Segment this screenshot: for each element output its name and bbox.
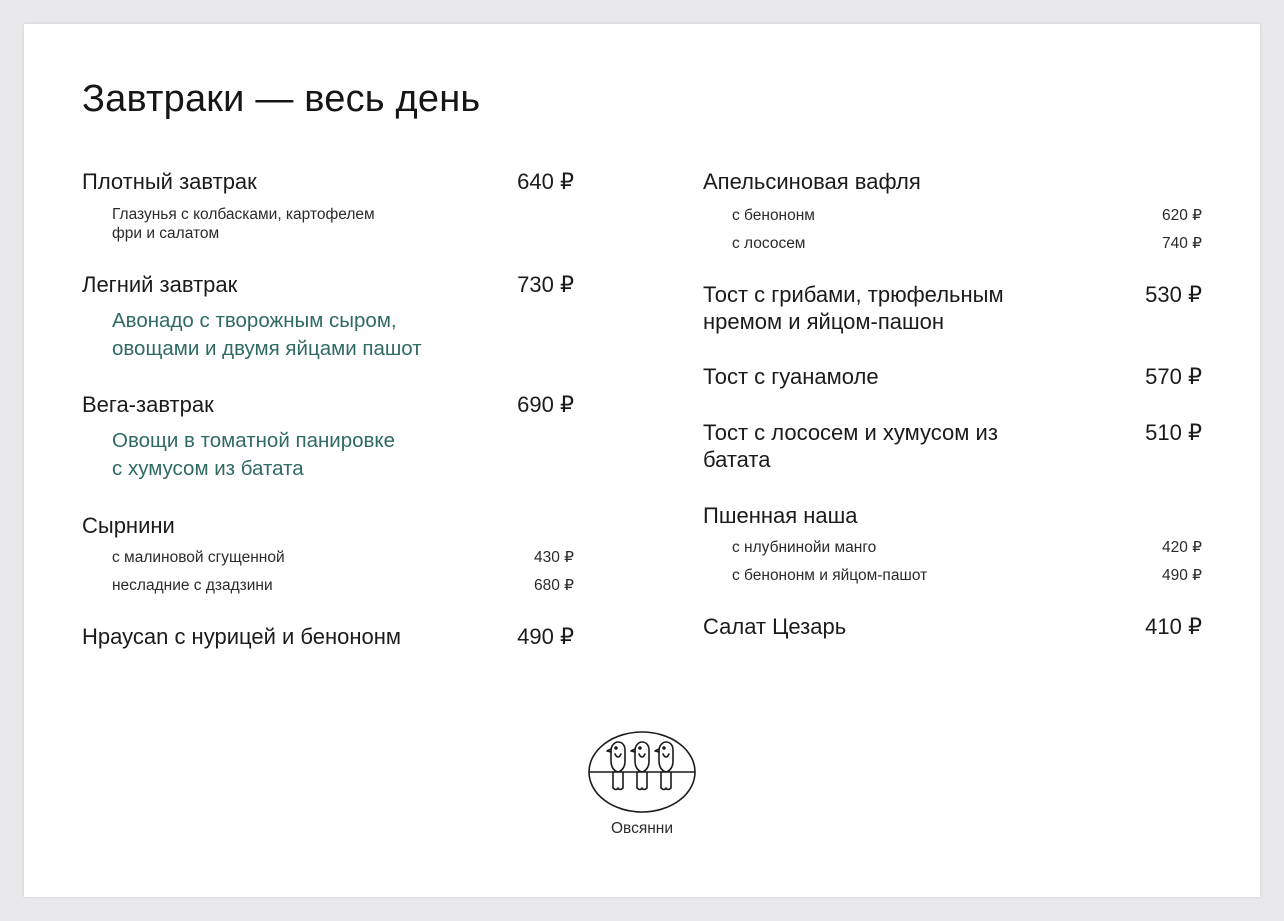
item-option-millet-2: с бенононм и яйцом-пашот [732, 567, 928, 584]
item-option-waffle-1: с бенононм [732, 207, 815, 224]
item-name-light-breakfast: Легний завтрак [82, 272, 238, 297]
item-option-millet-1: с нлубнинойи манго [732, 539, 877, 556]
item-name-croissant: Нраусan с нурицей и бенононм [82, 624, 402, 649]
item-desc-light-breakfast-line1: Авонадо с творожным сыром, [112, 309, 397, 332]
item-option-syrniki-2: несладние с дзадзини [112, 577, 273, 594]
item-option-waffle-2: с лососем [732, 235, 806, 252]
item-desc-hearty-breakfast-line1: Глазунья с колбасками, картофелем [112, 206, 375, 223]
item-price-vega-breakfast: 690 ₽ [517, 392, 574, 417]
item-desc-light-breakfast-line2: овощами и двумя яйцами пашот [112, 337, 422, 360]
page-title: Завтраки — весь день [82, 78, 481, 120]
item-name-syrniki: Сырнини [82, 513, 175, 538]
item-name-toast-salmon-line1: Тост с лососем и хумусом из [703, 420, 998, 445]
item-price-caesar-salad: 410 ₽ [1145, 614, 1202, 639]
item-name-hearty-breakfast: Плотный завтрак [82, 169, 257, 194]
item-name-toast-salmon-line2: батата [703, 447, 771, 472]
item-price-toast-mushroom: 530 ₽ [1145, 282, 1202, 307]
item-desc-hearty-breakfast-line2: фри и салатом [112, 225, 220, 242]
item-name-toast-guacamole: Тост с гуанамоле [703, 364, 879, 389]
menu-page [24, 24, 1260, 897]
item-price-hearty-breakfast: 640 ₽ [517, 169, 574, 194]
item-option-price-waffle-1: 620 ₽ [1161, 207, 1202, 224]
item-name-vega-breakfast: Вега-завтрак [82, 392, 214, 417]
item-name-millet-porridge: Пшенная наша [703, 503, 858, 528]
item-option-price-millet-1: 420 ₽ [1161, 539, 1202, 556]
item-price-toast-guacamole: 570 ₽ [1145, 364, 1202, 389]
item-option-price-waffle-2: 740 ₽ [1161, 235, 1202, 252]
item-option-price-millet-2: 490 ₽ [1161, 567, 1202, 584]
item-option-syrniki-1: с малиновой сгущенной [112, 549, 285, 566]
item-option-price-syrniki-1: 430 ₽ [533, 549, 574, 566]
item-desc-vega-breakfast-line2: с хумусом из батата [112, 457, 304, 480]
item-price-toast-salmon: 510 ₽ [1145, 420, 1202, 445]
logo-caption: Овсянни [610, 820, 674, 837]
item-name-caesar-salad: Салат Цезарь [703, 614, 847, 639]
item-option-price-syrniki-2: 680 ₽ [533, 577, 574, 594]
item-name-orange-waffle: Апельсиновая вафля [703, 169, 921, 194]
three-birds-logo-icon [587, 730, 697, 814]
item-price-light-breakfast: 730 ₽ [517, 272, 574, 297]
item-price-croissant: 490 ₽ [517, 624, 574, 649]
item-name-toast-mushroom-line1: Тост с грибами, трюфельным [703, 282, 1004, 307]
item-name-toast-mushroom-line2: нремом и яйцом-пашон [703, 309, 945, 334]
item-desc-vega-breakfast-line1: Овощи в томатной панировке [112, 429, 396, 452]
